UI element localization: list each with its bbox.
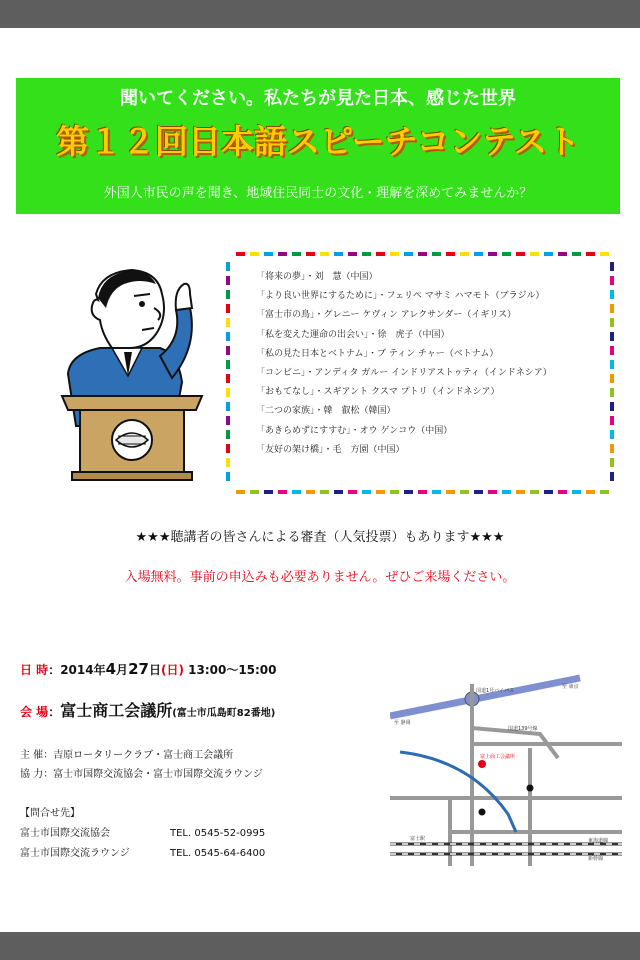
- contact-item: [20, 824, 265, 839]
- event-date: 日 時：2014年4月27日(日) 13:00～15:00: [20, 660, 277, 678]
- map-label-bypass: 国道1号バイパス: [476, 688, 515, 694]
- contact-name: 富士市国際交流ラウンジ: [20, 848, 130, 859]
- cooperation-names: 富士市国際交流協会・富士市国際交流ラウンジ: [53, 769, 263, 780]
- cooperation: 協 力：富士市国際交流協会・富士市国際交流ラウンジ: [20, 769, 263, 780]
- map-label-shizuoka: 至 静岡: [394, 720, 411, 726]
- date-day-suffix: 日: [148, 663, 161, 677]
- map-label-highway: 国道139号線: [508, 726, 538, 732]
- map-label-tokyo: 至 東京: [562, 684, 579, 690]
- venue-address: (富士市瓜島町82番地): [172, 708, 276, 719]
- speech-item: 「富士市の鳥」・グレニー ケヴィン アレクサンダー（イギリス）: [256, 310, 517, 321]
- contest-title: 第１２回日本語スピーチコンテスト: [55, 122, 581, 161]
- flyer-page: [0, 28, 640, 932]
- organizer-label: 主 催: [20, 750, 44, 761]
- date-year: 2014年: [60, 663, 106, 677]
- map-label-shinkansen: 新幹線: [588, 856, 604, 862]
- organizer: 主 催：吉原ロータリークラブ・富士商工会議所: [20, 750, 234, 761]
- speech-item: 「より良い世界にするために」・フェリペ マサミ ハマモト（ブラジル）: [256, 291, 545, 302]
- venue-label: 会 場: [20, 705, 49, 719]
- contact-item: [20, 844, 265, 859]
- map-label-venue: 富士商工会議所: [480, 754, 516, 760]
- contact-tel: TEL. 0545-52-0995: [170, 828, 266, 839]
- date-day: 27: [128, 660, 149, 678]
- free-admission-notice: 入場無料。事前の申込みも必要ありません。ぜひご来場ください。: [124, 570, 516, 585]
- speaker-illustration: [50, 264, 215, 484]
- speech-item: 「あきらめずにすすむ」・オウ ゲンコウ（中国）: [256, 425, 453, 436]
- contact-heading: 【問合せ先】: [20, 808, 80, 819]
- venue-map: [390, 648, 622, 870]
- contact-tel: TEL. 0545-64-6400: [170, 848, 266, 859]
- contact-name: 富士市国際交流協会: [20, 828, 110, 839]
- speech-item: 「コンビニ」・アンディタ ガルー インドリアストゥティ（インドネシア）: [256, 367, 552, 378]
- speech-list: [256, 268, 596, 460]
- map-venue-marker: [478, 760, 486, 768]
- cooperation-label: 協 力: [20, 769, 44, 780]
- date-label: 日 時: [20, 663, 49, 677]
- map-label-station: 富士駅: [410, 836, 426, 842]
- header-banner: [16, 78, 620, 214]
- speech-item: 「将来の夢」・刘 慧（中国）: [256, 272, 378, 282]
- organizer-names: 吉原ロータリークラブ・富士商工会議所: [53, 750, 234, 761]
- speech-item: 「二つの家族」・韓 叡松（韓国）: [256, 406, 396, 417]
- map-label-tokaido: 東海道線: [588, 838, 609, 844]
- date-month: 4: [105, 660, 117, 678]
- event-time: 13:00～15:00: [183, 663, 277, 677]
- audience-vote-notice: ★★★聴講者の皆さんによる審査（人気投票）もあります★★★: [135, 530, 505, 545]
- speech-item: 「私を変えた運命の出会い」・徐 虎子（中国）: [256, 329, 450, 340]
- header-description: 外国人市民の声を聞き、地域住民同士の文化・理解を深めてみませんか？: [103, 186, 533, 201]
- speech-item: 「私の見た日本とベトナム」・ブ ティン チャー（ベトナム）: [256, 348, 499, 359]
- header-subtitle: 聞いてください。私たちが見た日本、感じた世界: [120, 88, 516, 109]
- event-venue: 会 場：富士商工会議所(富士市瓜島町82番地): [20, 701, 276, 720]
- speech-item: 「おもてなし」・スギアント クスマ プトリ（インドネシア）: [256, 387, 500, 398]
- weekday: (日): [160, 663, 184, 677]
- venue-name: 富士商工会議所: [60, 701, 173, 720]
- date-month-suffix: 月: [116, 663, 129, 677]
- speech-item: 「友好の架け橋」・毛 方園（中国）: [256, 444, 405, 455]
